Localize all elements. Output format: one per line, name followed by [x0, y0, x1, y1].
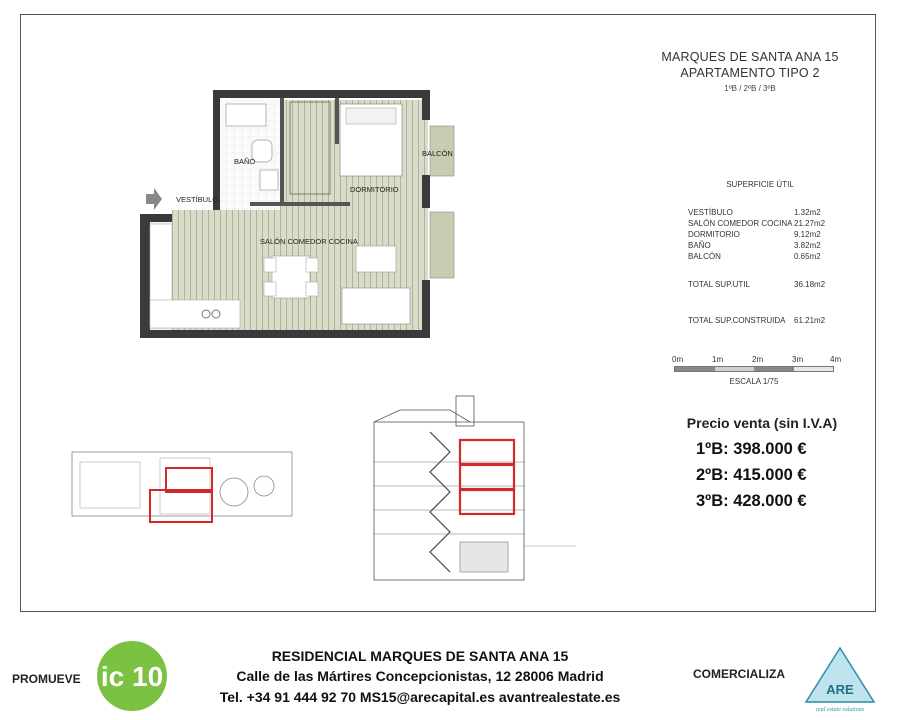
price-3b: 3ºB: 428.000 € — [696, 492, 807, 510]
scale-segment — [715, 367, 755, 371]
wall-dorm — [335, 98, 339, 144]
superficie-row-value: 9.12m2 — [794, 230, 821, 239]
superficie-heading: SUPERFICIE ÚTIL — [726, 180, 794, 189]
pillows — [346, 108, 396, 124]
kitchen-counter-2 — [150, 300, 240, 328]
chair — [264, 282, 276, 296]
wall-right-1 — [422, 175, 430, 208]
superficie-row — [688, 251, 858, 262]
bathtub — [226, 104, 266, 126]
room-label-vestibulo: VESTÍBULO — [176, 195, 219, 204]
dining-table — [272, 256, 310, 298]
total-util-value: 36.18m2 — [794, 280, 826, 289]
price-1b: 1ºB: 398.000 € — [696, 440, 807, 458]
superficie-row-value: 21.27m2 — [794, 219, 826, 228]
scale-tick: 2m — [752, 355, 764, 364]
key-plan — [70, 444, 310, 524]
scale-bar — [674, 366, 834, 372]
superficie-row-name: VESTÍBULO — [688, 208, 733, 217]
superficie-row-name: BAÑO — [688, 241, 711, 250]
wall-vestibulo — [213, 176, 220, 210]
total-util-label: TOTAL SUP.UTIL — [688, 280, 750, 289]
room-label-balcon: BALCÓN — [422, 149, 453, 158]
building-section — [360, 392, 580, 584]
comercializa-label: COMERCIALIZA — [693, 667, 785, 681]
total-construida-value: 61.21m2 — [794, 316, 826, 325]
footer-contact: Tel. +34 91 444 92 70 MS15@arecapital.es avantrealestate.es — [219, 689, 621, 705]
wall-kitchen-top — [140, 214, 172, 222]
highlight-box — [460, 490, 514, 514]
superficie-row-name: SALÓN COMEDOR COCINA — [688, 219, 793, 228]
agency-logo-text: ARE — [826, 682, 854, 697]
scale-tick: 3m — [792, 355, 804, 364]
floor-plan — [130, 80, 470, 350]
room-label-dormitorio: DORMITORIO — [350, 185, 399, 194]
promoter-logo — [95, 640, 169, 712]
footer-address: Calle de las Mártires Concepcionistas, 12 28006 Madrid — [236, 668, 604, 684]
total-construida-label: TOTAL SUP.CONSTRUIDA — [688, 316, 786, 325]
chair — [306, 282, 318, 296]
scale-caption: ESCALA 1/75 — [729, 377, 779, 386]
promueve-label: PROMUEVE — [12, 672, 81, 686]
superficie-row-value: 0.65m2 — [794, 252, 821, 261]
scale-tick: 4m — [830, 355, 842, 364]
scale-tick: 0m — [672, 355, 684, 364]
entry-arrow-icon — [146, 188, 162, 210]
agency-logo — [800, 646, 880, 714]
highlight-box — [166, 468, 212, 492]
wall-bath — [280, 98, 284, 206]
price-2b: 2ºB: 415.000 € — [696, 466, 807, 484]
footer-residencial: RESIDENCIAL MARQUES DE SANTA ANA 15 — [271, 648, 569, 664]
superficie-row — [688, 240, 858, 251]
scale-segment — [675, 367, 715, 371]
highlight-box — [460, 465, 514, 489]
sofa — [342, 288, 410, 324]
superficie-row — [688, 207, 858, 218]
chair — [306, 258, 318, 272]
wall-dorm-bottom — [250, 202, 350, 206]
room-label-bano: BAÑO — [234, 157, 256, 166]
superficie-table — [688, 207, 858, 262]
superficie-row — [688, 229, 858, 240]
scale-segment — [794, 367, 834, 371]
highlight-box — [150, 490, 212, 522]
total-construida-row — [688, 316, 858, 325]
superficie-row-value: 1.32m2 — [794, 208, 821, 217]
coffee-table — [356, 246, 396, 272]
superficie-row — [688, 218, 858, 229]
sink — [260, 170, 278, 190]
superficie-row-name: DORMITORIO — [688, 230, 740, 239]
apartment-type: APARTAMENTO TIPO 2 — [680, 66, 820, 80]
room-label-salon: SALÓN COMEDOR COCINA — [260, 237, 358, 246]
agency-logo-sub: real estate solutions — [815, 707, 865, 713]
highlight-box — [460, 440, 514, 464]
chair — [264, 258, 276, 272]
scale-segment — [754, 367, 794, 371]
scale-tick: 1m — [712, 355, 724, 364]
total-util-row — [688, 280, 858, 289]
stairs — [430, 432, 450, 572]
price-heading: Precio venta (sin I.V.A) — [686, 415, 838, 431]
promoter-logo-text: ic 10 — [100, 661, 164, 692]
floors-subtitle: 1ºB / 2ºB / 3ºB — [724, 84, 776, 93]
superficie-row-value: 3.82m2 — [794, 241, 821, 250]
project-title: MARQUES DE SANTA ANA 15 — [661, 50, 839, 64]
superficie-row-name: BALCÓN — [688, 252, 721, 261]
terrace — [430, 212, 454, 278]
